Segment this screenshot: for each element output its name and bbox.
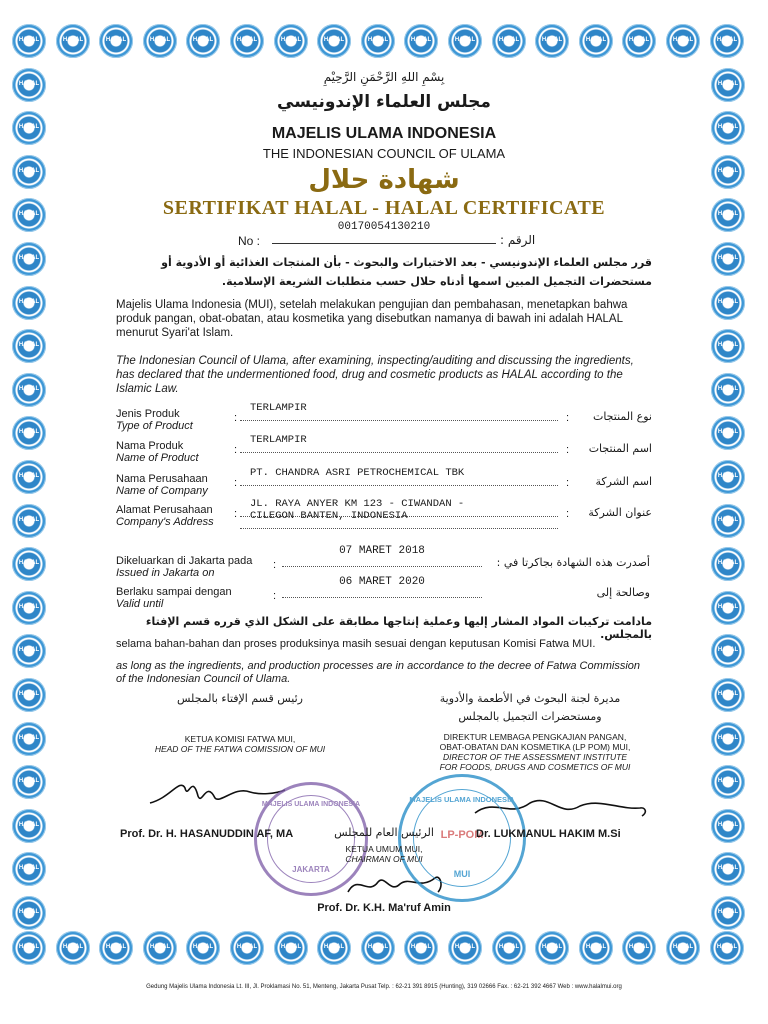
mui-jakarta-stamp: MAJELIS ULAMA INDONESIA JAKARTA bbox=[254, 782, 368, 896]
valid-date: 06 MARET 2020 bbox=[339, 576, 425, 588]
chairman-arabic: الرئيس العام للمجلس bbox=[334, 826, 434, 839]
lppom-director-name: Dr. LUKMANUL HAKIM M.Si bbox=[476, 828, 621, 840]
halal-seal-icon: HALAL bbox=[711, 896, 745, 930]
lppom-director-title4: FOR FOODS, DRUGS AND COSMETICS OF MUI bbox=[439, 762, 631, 772]
field-label: Alamat Perusahaan Company's Address bbox=[116, 504, 214, 528]
halal-seal-icon: HALAL bbox=[361, 24, 395, 58]
halal-seal-icon: HALAL bbox=[12, 155, 46, 189]
halal-seal-icon: HALAL bbox=[711, 68, 745, 102]
halal-seal-icon: HALAL bbox=[230, 24, 264, 58]
lppom-director-title1: DIREKTUR LEMBAGA PENGKAJIAN PANGAN, bbox=[443, 732, 627, 742]
halal-seal-icon: HALAL bbox=[404, 24, 438, 58]
issued-date: 07 MARET 2018 bbox=[339, 545, 425, 557]
halal-seal-icon: HALAL bbox=[711, 852, 745, 886]
halal-seal-icon: HALAL bbox=[317, 24, 351, 58]
halal-seal-icon: HALAL bbox=[317, 931, 351, 965]
lppom-director-arabic2: ومستحضرات التجميل بالمجلس bbox=[458, 710, 602, 723]
field-value-line2: CILEGON BANTEN, INDONESIA bbox=[250, 510, 408, 522]
halal-seal-icon: HALAL bbox=[710, 931, 744, 965]
halal-seal-icon: HALAL bbox=[143, 24, 177, 58]
field-value: PT. CHANDRA ASRI PETROCHEMICAL TBK bbox=[250, 467, 465, 479]
field-label: Nama Produk Name of Product bbox=[116, 440, 199, 464]
halal-seal-icon: HALAL bbox=[186, 24, 220, 58]
halal-seal-icon: HALAL bbox=[711, 286, 745, 320]
intro-indonesian: Majelis Ulama Indonesia (MUI), setelah melakukan pengujian dan pembahasan, menetapkan bahwa produk pangan, obat-obatan, atau kosmetika yang disebutkan namanya di bawah ini adalah HALAL menurut Syari'at Islam. bbox=[116, 299, 628, 339]
halal-seal-icon: HALAL bbox=[12, 373, 46, 407]
chairman-name: Prof. Dr. K.H. Ma'ruf Amin bbox=[317, 902, 451, 914]
halal-seal-icon: HALAL bbox=[12, 504, 46, 538]
field-label-arabic: نوع المنتجات bbox=[592, 410, 652, 423]
field-value: JL. RAYA ANYER KM 123 - CIWANDAN - bbox=[250, 498, 465, 510]
halal-seal-icon: HALAL bbox=[12, 765, 46, 799]
halal-seal-icon: HALAL bbox=[535, 24, 569, 58]
halal-seal-icon: HALAL bbox=[711, 722, 745, 756]
halal-seal-icon: HALAL bbox=[99, 24, 133, 58]
lppom-mui-stamp: MAJELIS ULAMA INDONESIA LP-POM MUI bbox=[398, 774, 526, 902]
halal-seal-icon: HALAL bbox=[12, 286, 46, 320]
condition-indonesian: selama bahan-bahan dan proses produksinya masih sesuai dengan keputusan Komisi Fatwa MUI. bbox=[116, 638, 596, 650]
chairman-title: KETUA UMUM MUI, bbox=[345, 844, 423, 854]
halal-seal-icon: HALAL bbox=[56, 24, 90, 58]
certificate-number: 00170054130210 bbox=[337, 221, 431, 233]
halal-seal-icon: HALAL bbox=[274, 931, 308, 965]
halal-seal-icon: HALAL bbox=[711, 373, 745, 407]
halal-seal-icon: HALAL bbox=[12, 329, 46, 363]
halal-seal-icon: HALAL bbox=[361, 931, 395, 965]
footer-address: Gedung Majelis Ulama Indonesia Lt. III, Jl. Proklamasi No. 51, Menteng, Jakarta Pusat Telp. : 62-21 391 8915 (Hunting), 319 02666 Fax. : 62-21 392 4667 Web : www.halalmui.org bbox=[146, 984, 622, 990]
lppom-director-title2: OBAT-OBATAN DAN KOSMETIKA (LP POM) MUI, bbox=[439, 742, 631, 752]
halal-seal-icon: HALAL bbox=[711, 242, 745, 276]
halal-seal-icon: HALAL bbox=[56, 931, 90, 965]
halal-seal-icon: HALAL bbox=[12, 931, 46, 965]
field-label-arabic: عنوان الشركة bbox=[588, 506, 652, 519]
fatwa-head-name: Prof. Dr. H. HASANUDDIN AF, MA bbox=[120, 828, 294, 840]
field-label: Nama Perusahaan Name of Company bbox=[116, 473, 208, 497]
halal-seal-icon: HALAL bbox=[711, 809, 745, 843]
halal-seal-icon: HALAL bbox=[186, 931, 220, 965]
halal-seal-icon: HALAL bbox=[12, 460, 46, 494]
halal-seal-icon: HALAL bbox=[711, 591, 745, 625]
halal-seal-icon: HALAL bbox=[711, 416, 745, 450]
halal-seal-icon: HALAL bbox=[711, 547, 745, 581]
certificate-title: SERTIFIKAT HALAL - HALAL CERTIFICATE bbox=[162, 197, 606, 219]
halal-seal-icon: HALAL bbox=[711, 678, 745, 712]
halal-seal-icon: HALAL bbox=[622, 931, 656, 965]
halal-seal-icon: HALAL bbox=[448, 24, 482, 58]
halal-seal-icon: HALAL bbox=[12, 416, 46, 450]
halal-seal-icon: HALAL bbox=[12, 722, 46, 756]
halal-seal-icon: HALAL bbox=[711, 111, 745, 145]
halal-seal-icon: HALAL bbox=[711, 765, 745, 799]
halal-seal-icon: HALAL bbox=[12, 111, 46, 145]
chairman-title-en: CHAIRMAN OF MUI bbox=[345, 854, 423, 864]
halal-seal-icon: HALAL bbox=[666, 24, 700, 58]
intro-arabic: قرر مجلس العلماء الإندونيسي - بعد الاختبارات والبحوث - بأن المنتجات الغذائية أو الأدوية أو مستحضرات التجميل المبين اسمها أدناه حلال حسب متطلبات الشريعة الإسلامية. bbox=[161, 256, 652, 288]
number-label-arabic: الرقم : bbox=[500, 233, 536, 247]
halal-seal-icon: HALAL bbox=[12, 198, 46, 232]
field-label: Jenis Produk Type of Product bbox=[116, 408, 193, 432]
halal-seal-icon: HALAL bbox=[492, 24, 526, 58]
lppom-director-arabic1: مديرة لجنة البحوث في الأطعمة والأدوية bbox=[439, 692, 621, 705]
org-name-en: THE INDONESIAN COUNCIL OF ULAMA bbox=[262, 146, 506, 161]
halal-seal-icon: HALAL bbox=[12, 809, 46, 843]
basmala: بِسْمِ اللهِ الرَّحْمَنِ الرَّحِيْمِ bbox=[323, 70, 445, 84]
org-name: MAJELIS ULAMA INDONESIA bbox=[271, 125, 497, 142]
halal-seal-icon: HALAL bbox=[579, 931, 613, 965]
halal-seal-icon: HALAL bbox=[12, 634, 46, 668]
halal-seal-icon: HALAL bbox=[711, 155, 745, 189]
halal-seal-icon: HALAL bbox=[711, 634, 745, 668]
halal-seal-icon: HALAL bbox=[710, 24, 744, 58]
field-value: TERLAMPIR bbox=[250, 402, 307, 414]
condition-arabic: مادامت تركيبات المواد المشار إليها وعملية إنتاجها مطابقة على الشكل الذي قرره قسم الإفتاء بالمجلس. bbox=[145, 615, 652, 641]
halal-seal-icon: HALAL bbox=[12, 591, 46, 625]
field-value: TERLAMPIR bbox=[250, 434, 307, 446]
halal-seal-icon: HALAL bbox=[12, 896, 46, 930]
lppom-director-title3: DIRECTOR OF THE ASSESSMENT INSTITUTE bbox=[442, 752, 628, 762]
field-label-arabic: اسم المنتجات bbox=[588, 442, 652, 455]
fatwa-head-arabic: رئيس قسم الإفتاء بالمجلس bbox=[177, 692, 303, 705]
issued-label-arabic: أصدرت هذه الشهادة بجاكرتا في : bbox=[496, 556, 650, 569]
halal-seal-icon: HALAL bbox=[12, 678, 46, 712]
halal-seal-icon: HALAL bbox=[274, 24, 308, 58]
intro-english: The Indonesian Council of Ulama, after examining, inspecting/auditing and discussing the ingredients, has declared that the undermentioned food, drug and cosmetic products as HALAL according to the Islamic Law. bbox=[116, 355, 634, 395]
halal-seal-icon: HALAL bbox=[12, 68, 46, 102]
halal-seal-icon: HALAL bbox=[404, 931, 438, 965]
org-name-arabic: مجلس العلماء الإندونيسي bbox=[277, 92, 491, 112]
valid-label: Berlaku sampai dengan Valid until bbox=[116, 586, 232, 610]
number-label: No : bbox=[238, 234, 261, 248]
halal-seal-icon: HALAL bbox=[99, 931, 133, 965]
fatwa-head-title-en: HEAD OF THE FATWA COMISSION OF MUI bbox=[154, 744, 326, 754]
halal-seal-icon: HALAL bbox=[579, 24, 613, 58]
title-arabic: شهادة حلال bbox=[308, 165, 460, 195]
halal-seal-icon: HALAL bbox=[12, 547, 46, 581]
halal-seal-icon: HALAL bbox=[12, 852, 46, 886]
halal-seal-icon: HALAL bbox=[711, 504, 745, 538]
halal-seal-icon: HALAL bbox=[448, 931, 482, 965]
field-label-arabic: اسم الشركة bbox=[595, 475, 652, 488]
halal-seal-icon: HALAL bbox=[12, 242, 46, 276]
valid-label-arabic: وصالحة إلى bbox=[596, 586, 650, 599]
halal-seal-icon: HALAL bbox=[535, 931, 569, 965]
halal-seal-icon: HALAL bbox=[711, 198, 745, 232]
fatwa-head-title: KETUA KOMISI FATWA MUI, bbox=[184, 734, 296, 744]
halal-seal-icon: HALAL bbox=[492, 931, 526, 965]
halal-seal-icon: HALAL bbox=[711, 329, 745, 363]
halal-seal-icon: HALAL bbox=[143, 931, 177, 965]
issued-label: Dikeluarkan di Jakarta pada Issued in Jakarta on bbox=[116, 555, 253, 579]
condition-english: as long as the ingredients, and production processes are in accordance to the decree of Fatwa Commission of the Indonesian Council of Ulama. bbox=[116, 660, 641, 685]
halal-seal-icon: HALAL bbox=[12, 24, 46, 58]
halal-seal-icon: HALAL bbox=[622, 24, 656, 58]
halal-seal-icon: HALAL bbox=[711, 460, 745, 494]
halal-seal-icon: HALAL bbox=[666, 931, 700, 965]
halal-seal-icon: HALAL bbox=[230, 931, 264, 965]
